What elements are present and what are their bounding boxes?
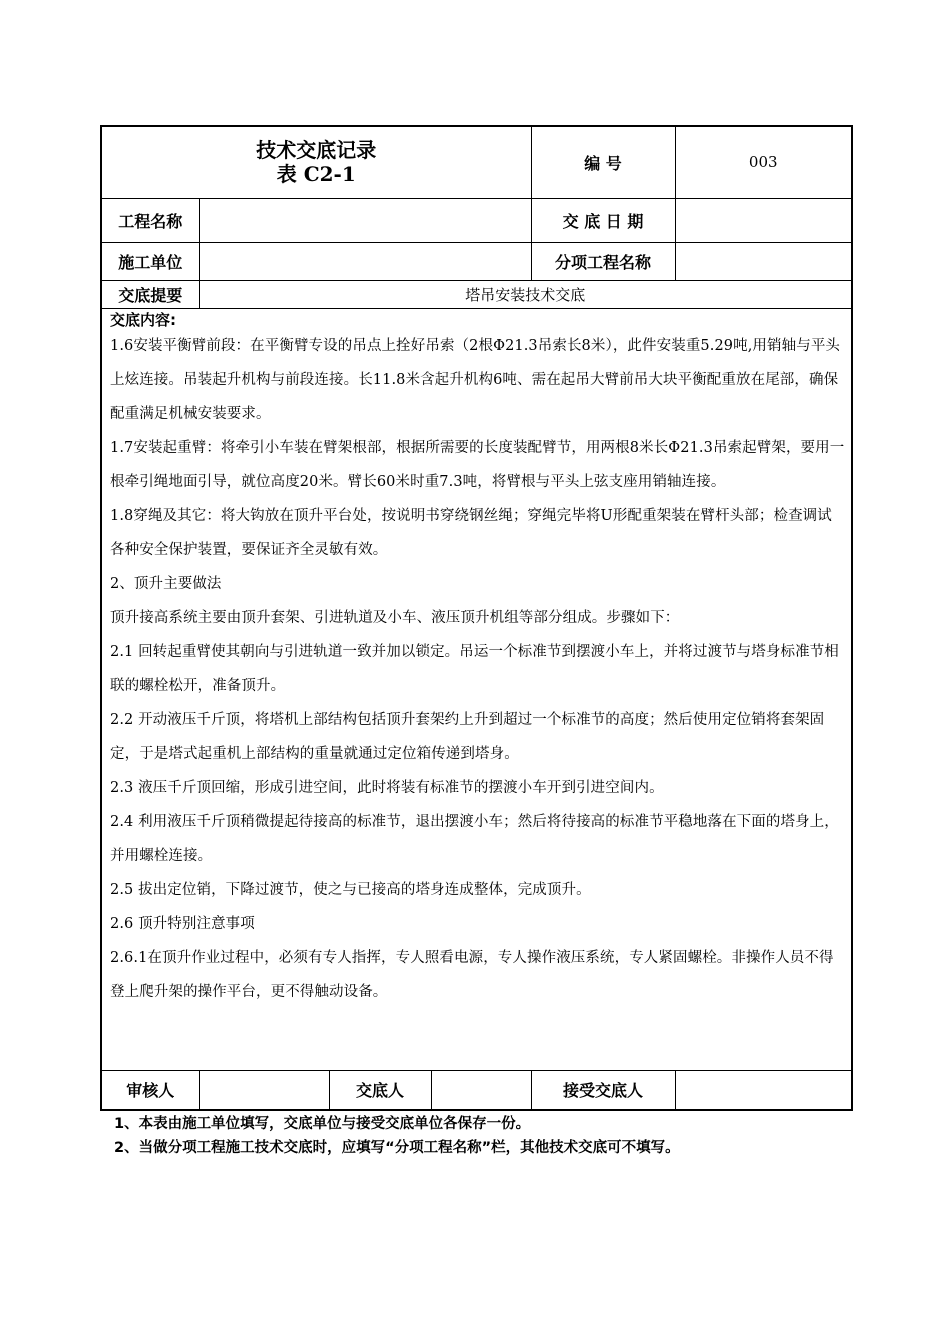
disclosure-content xyxy=(101,308,852,1070)
number-label: 编 号 xyxy=(531,126,675,198)
form-notes xyxy=(114,1112,914,1160)
receiver-field[interactable] xyxy=(675,1070,852,1110)
content-paragraph: 1.8穿绳及其它：将大钩放在顶升平台处，按说明书穿绕钢丝绳；穿绳完毕将U形配重架装在臂杆头部；检查调试各种安全保护装置，要保证齐全灵敏有效。 xyxy=(110,507,832,558)
discloser-label: 交底人 xyxy=(329,1070,431,1110)
number-value: 003 xyxy=(675,126,852,198)
content-label: 交底内容: xyxy=(110,310,176,329)
project-name-label: 工程名称 xyxy=(101,198,199,242)
disclosure-date-field[interactable] xyxy=(675,198,852,242)
construction-unit-field[interactable] xyxy=(199,242,531,280)
content-paragraph: 2.1 回转起重臂使其朝向与引进轨道一致并加以锁定。吊运一个标准节到摆渡小车上，并将过渡节与塔身标准节相联的螺栓松开，准备顶升。 xyxy=(110,643,839,694)
form-title xyxy=(101,126,531,198)
summary-label: 交底提要 xyxy=(101,280,199,308)
note-item: 1、本表由施工单位填写，交底单位与接受交底单位各保存一份。 xyxy=(114,1116,531,1132)
sub-project-label: 分项工程名称 xyxy=(531,242,675,280)
reviewer-field[interactable] xyxy=(199,1070,329,1110)
technical-disclosure-form xyxy=(100,125,853,1111)
receiver-label: 接受交底人 xyxy=(531,1070,675,1110)
summary-value: 塔吊安装技术交底 xyxy=(199,280,852,308)
sub-project-field[interactable] xyxy=(675,242,852,280)
discloser-field[interactable] xyxy=(431,1070,531,1110)
content-paragraph: 2.2 开动液压千斤顶，将塔机上部结构包括顶升套架约上升到超过一个标准节的高度；然后使用定位销将套架固定，于是塔式起重机上部结构的重量就通过定位箱传递到塔身。 xyxy=(110,711,825,762)
content-paragraph: 1.6安装平衡臂前段：在平衡臂专设的吊点上拴好吊索（2根Φ21.3吊索长8米），此件安装重5.29吨,用销轴与平头上炫连接。吊装起升机构与前段连接。长11.8米含起升机构6吨、需在起吊大臂前吊大块平衡配重放在尾部，确保配重满足机械安装要求。 xyxy=(110,337,841,422)
content-paragraph: 2、顶升主要做法 xyxy=(110,575,222,592)
construction-unit-label: 施工单位 xyxy=(101,242,199,280)
form-title-line2: 表 C2-1 xyxy=(276,162,356,187)
disclosure-date-label: 交 底 日 期 xyxy=(531,198,675,242)
content-paragraph: 2.4 利用液压千斤顶稍微提起待接高的标准节，退出摆渡小车；然后将待接高的标准节平稳地落在下面的塔身上，并用螺栓连接。 xyxy=(110,813,839,864)
content-paragraph: 2.5 拔出定位销，下降过渡节，使之与已接高的塔身连成整体，完成顶升。 xyxy=(110,881,591,898)
content-paragraph: 2.6.1在顶升作业过程中，必须有专人指挥，专人照看电源，专人操作液压系统，专人紧固螺栓。非操作人员不得登上爬升架的操作平台，更不得触动设备。 xyxy=(110,949,834,1000)
content-paragraph: 2.6 顶升特别注意事项 xyxy=(110,915,255,932)
content-paragraph: 2.3 液压千斤顶回缩，形成引进空间，此时将装有标准节的摆渡小车开到引进空间内。 xyxy=(110,779,664,796)
reviewer-label: 审核人 xyxy=(101,1070,199,1110)
form-title-line1: 技术交底记录 xyxy=(256,138,377,163)
note-item: 2、当做分项工程施工技术交底时，应填写“分项工程名称”栏，其他技术交底可不填写。 xyxy=(114,1140,680,1156)
content-paragraph: 1.7安装起重臂：将牵引小车装在臂架根部，根据所需要的长度装配臂节，用两根8米长Φ21.3吊索起臂架，要用一根牵引绳地面引导，就位高度20米。臂长60米时重7.3吨，将臂根与平头上弦支座用销轴连接。 xyxy=(110,439,845,490)
project-name-field[interactable] xyxy=(199,198,531,242)
content-paragraph: 顶升接高系统主要由顶升套架、引进轨道及小车、液压顶升机组等部分组成。步骤如下： xyxy=(110,609,680,626)
